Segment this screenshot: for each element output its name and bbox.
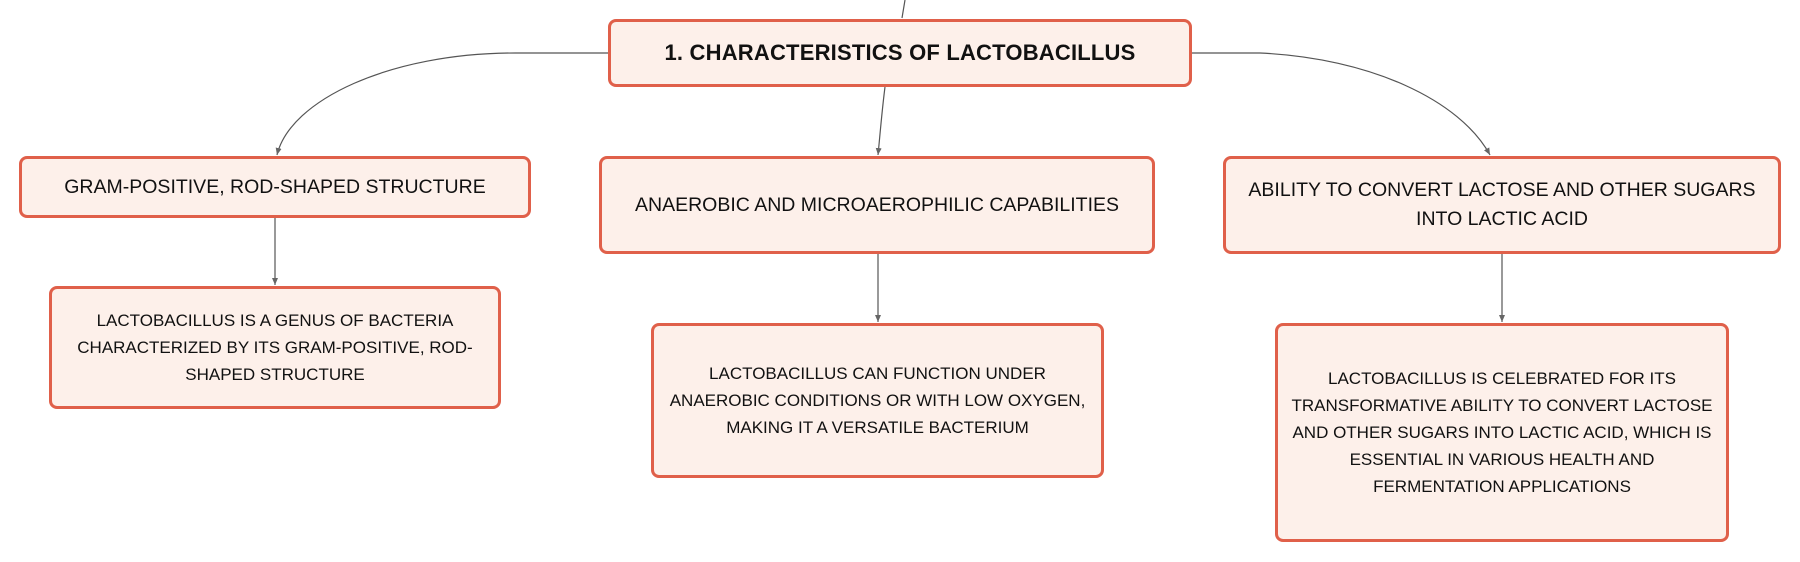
connector-root-to-branch-1 bbox=[277, 53, 608, 155]
detail-text: LACTOBACILLUS IS A GENUS OF BACTERIA CHARACTERIZED BY ITS GRAM-POSITIVE, ROD-SHAPED STRUCTURE bbox=[77, 311, 473, 384]
branch-label: ANAEROBIC AND MICROAEROPHILIC CAPABILITIES bbox=[635, 193, 1119, 216]
detail-node-anaerobic[interactable] bbox=[651, 323, 1104, 478]
branch-label: GRAM-POSITIVE, ROD-SHAPED STRUCTURE bbox=[64, 175, 486, 198]
root-topic-label: 1. CHARACTERISTICS OF LACTOBACILLUS bbox=[664, 40, 1136, 65]
branch-label: ABILITY TO CONVERT LACTOSE AND OTHER SUGARS INTO LACTIC ACID bbox=[1248, 179, 1756, 230]
branch-node-gram-positive[interactable] bbox=[19, 156, 531, 218]
connector-parent-to-root bbox=[902, 0, 905, 18]
detail-text: LACTOBACILLUS IS CELEBRATED FOR ITS TRANSFORMATIVE ABILITY TO CONVERT LACTOSE AND OTHER SUGARS INTO LACTIC ACID, WHICH IS ESSENTIAL IN VARIOUS HEALTH AND FERMENTATION APPLICATIONS bbox=[1291, 369, 1713, 496]
detail-node-gram-positive[interactable] bbox=[49, 286, 501, 409]
connector-root-to-branch-2 bbox=[878, 87, 885, 155]
branch-node-lactic-acid[interactable] bbox=[1223, 156, 1781, 254]
detail-node-lactic-acid[interactable] bbox=[1275, 323, 1729, 542]
connector-root-to-branch-3 bbox=[1192, 53, 1490, 155]
root-topic-node[interactable] bbox=[608, 19, 1192, 87]
branch-node-anaerobic[interactable] bbox=[599, 156, 1155, 254]
detail-text: LACTOBACILLUS CAN FUNCTION UNDER ANAEROBIC CONDITIONS OR WITH LOW OXYGEN, MAKING IT A VERSATILE BACTERIUM bbox=[669, 364, 1086, 437]
